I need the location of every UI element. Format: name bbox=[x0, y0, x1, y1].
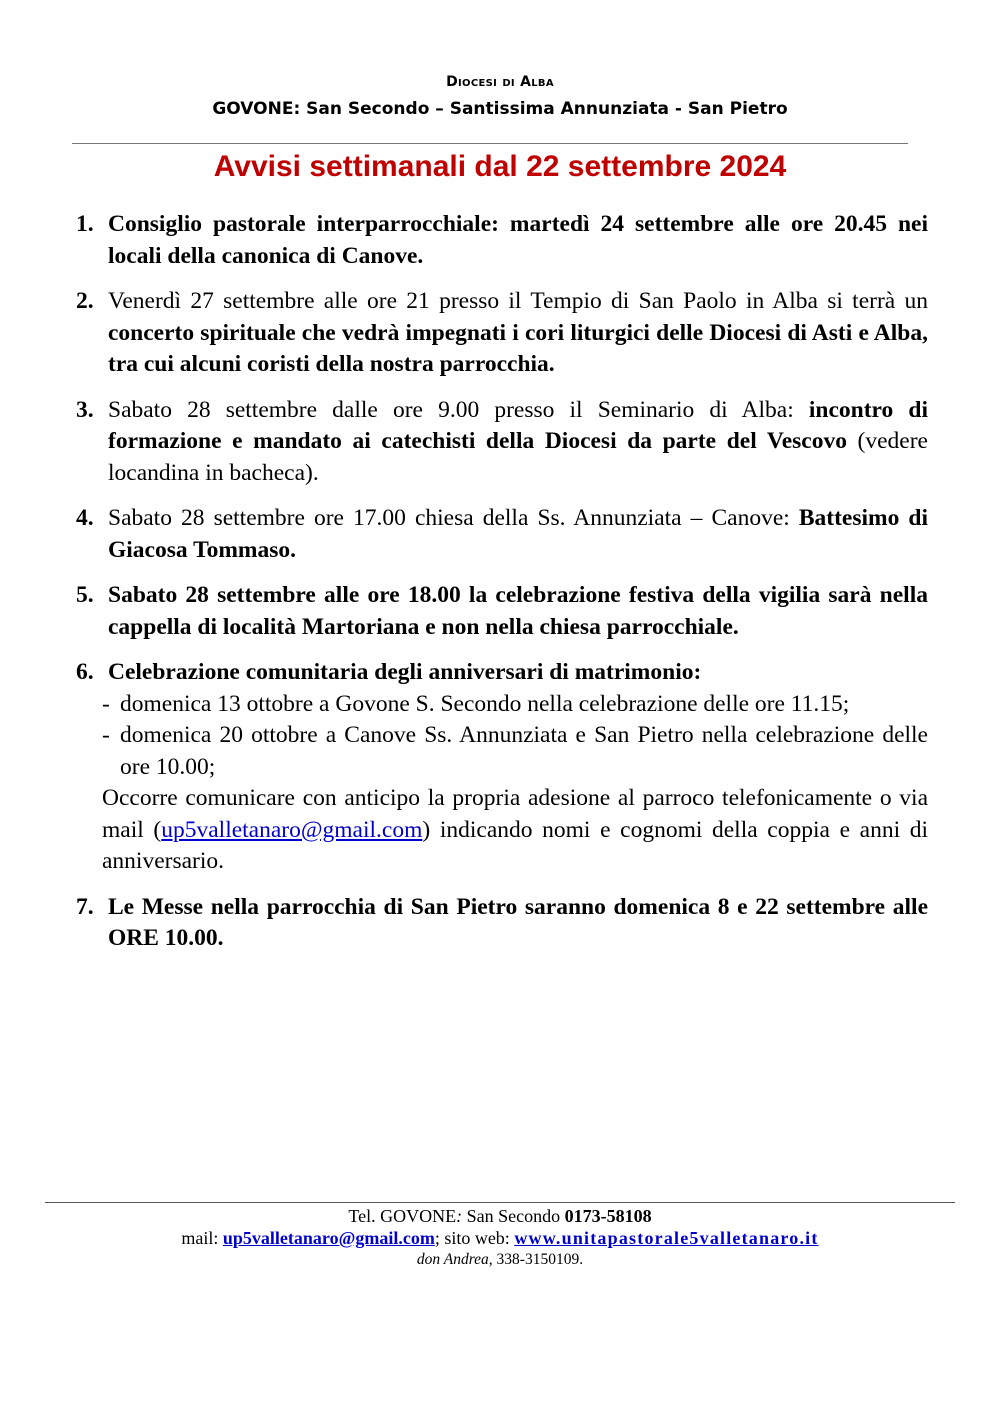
notice-list bbox=[76, 209, 928, 969]
website-link[interactable]: www.unitapastorale5valletanaro.it bbox=[514, 1228, 819, 1248]
item-number: 6. bbox=[76, 659, 94, 685]
notice-item-6 bbox=[76, 657, 928, 878]
item-plain-text: Sabato 28 settembre dalle ore 9.00 presso il Seminario di Alba: bbox=[108, 396, 809, 423]
notice-item-3 bbox=[76, 395, 928, 490]
footer-email-link[interactable]: up5valletanaro@gmail.com bbox=[222, 1228, 435, 1248]
item-number: 1. bbox=[76, 211, 94, 237]
footer-divider bbox=[45, 1202, 955, 1203]
header-divider bbox=[72, 143, 908, 144]
registration-note bbox=[102, 783, 928, 878]
page-title: Avvisi settimanali dal 22 settembre 2024 bbox=[213, 150, 787, 183]
item-bold-text: Consiglio pastorale interparrocchiale: martedì 24 settembre alle ore 20.45 nei locali della canonica di Canove. bbox=[108, 211, 928, 269]
item-number: 5. bbox=[76, 582, 94, 608]
phone-colon: : bbox=[456, 1206, 463, 1226]
item-plain-text-end: (vedere locandina in bacheca). bbox=[108, 428, 928, 486]
item-number: 3. bbox=[76, 396, 94, 423]
item-text bbox=[108, 209, 928, 272]
item-number: 2. bbox=[76, 288, 94, 314]
note-text: Occorre comunicare con anticipo la propria adesione al parroco telefonicamente o via mail ( bbox=[102, 785, 928, 843]
web-label: ; sito web: bbox=[434, 1228, 515, 1248]
item-text bbox=[108, 657, 928, 689]
diocese-heading: Diocesi di Alba bbox=[446, 74, 554, 90]
parishes-heading: GOVONE: San Secondo – Santissima Annunziata - San Pietro bbox=[212, 99, 788, 119]
item-text bbox=[108, 395, 928, 490]
anniversary-date-1 bbox=[102, 689, 928, 721]
item-plain-text: Sabato 28 settembre ore 17.00 chiesa della Ss. Annunziata – Canove: bbox=[108, 505, 799, 531]
contact-phone: 338-3150109. bbox=[492, 1251, 584, 1268]
item-bold-text: incontro di formazione e mandato ai catechisti della Diocesi da parte del Vescovo bbox=[108, 396, 929, 454]
item-bold-text: concerto spirituale che vedrà impegnati i cori liturgici delle Diocesi di Asti e Alba, tra cui alcuni coristi della nostra parrocchia. bbox=[108, 319, 928, 377]
note-text-end: ) indicando nomi e cognomi della coppia e anni di anniversario. bbox=[102, 816, 929, 874]
footer bbox=[0, 1205, 1000, 1271]
notice-item-2 bbox=[76, 286, 928, 381]
item-plain-text: Venerdì 27 settembre alle ore 21 presso il Tempio di San Paolo in Alba si terrà un bbox=[108, 288, 928, 314]
footer-phone-line bbox=[0, 1205, 1000, 1227]
notice-item-5 bbox=[76, 580, 928, 643]
item-text bbox=[108, 503, 928, 566]
bullet-dash: - bbox=[102, 690, 110, 717]
mail-label: mail: bbox=[181, 1228, 223, 1248]
phone-prefix: Tel. GOVONE bbox=[348, 1206, 457, 1226]
sub-text: domenica 13 ottobre a Govone S. Secondo nella celebrazione delle ore 11.15; bbox=[120, 690, 850, 717]
phone-number: 0173-58108 bbox=[564, 1206, 652, 1226]
notice-item-1 bbox=[76, 209, 928, 272]
sub-text: domenica 20 ottobre a Canove Ss. Annunziata e San Pietro nella celebrazione delle ore 10.00; bbox=[120, 722, 928, 780]
bullet-dash: - bbox=[102, 722, 110, 748]
contact-name: don Andrea, bbox=[416, 1251, 493, 1268]
notice-item-7 bbox=[76, 892, 928, 955]
footer-contact-line bbox=[0, 1249, 1000, 1271]
notice-item-4 bbox=[76, 503, 928, 566]
item-bold-text: Le Messe nella parrocchia di San Pietro saranno domenica 8 e 22 settembre alle ORE 10.00. bbox=[108, 893, 928, 951]
anniversary-date-2 bbox=[102, 720, 928, 783]
footer-mail-line bbox=[0, 1227, 1000, 1249]
item-bold-text: Celebrazione comunitaria degli anniversari di matrimonio: bbox=[108, 659, 702, 685]
item-text bbox=[108, 580, 928, 643]
email-link[interactable]: up5valletanaro@gmail.com bbox=[161, 816, 423, 843]
item-number: 7. bbox=[76, 893, 94, 920]
item-bold-text: Battesimo di Giacosa Tommaso. bbox=[108, 505, 928, 563]
phone-place: San Secondo bbox=[462, 1206, 565, 1226]
item-bold-text: Sabato 28 settembre alle ore 18.00 la celebrazione festiva della vigilia sarà nella cappella di località Martoriana e non nella chiesa parrocchiale. bbox=[108, 582, 928, 640]
item-text bbox=[108, 286, 928, 381]
item-number: 4. bbox=[76, 505, 94, 531]
item-text bbox=[108, 892, 928, 955]
